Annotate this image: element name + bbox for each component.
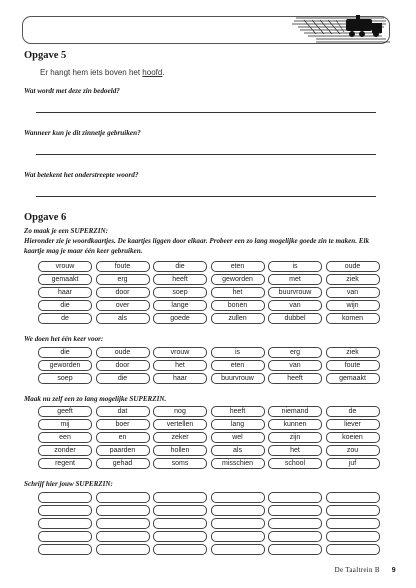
word-card[interactable]: door (96, 287, 150, 298)
blank-word-card[interactable] (96, 518, 150, 529)
word-card[interactable]: boer (96, 419, 150, 430)
word-card[interactable]: hollen (153, 445, 207, 456)
word-card[interactable]: van (268, 360, 322, 371)
word-card[interactable]: misschien (211, 458, 265, 469)
word-card-grid-1 (38, 261, 380, 324)
word-card[interactable]: ziek (326, 347, 380, 358)
example-label: We doen het één keer voor: (24, 335, 104, 343)
word-card[interactable]: foute (326, 360, 380, 371)
blank-word-card[interactable] (38, 531, 92, 542)
word-card[interactable]: nog (153, 406, 207, 417)
blank-word-card[interactable] (38, 492, 92, 503)
word-card[interactable]: zou (326, 445, 380, 456)
blank-word-card[interactable] (326, 531, 380, 542)
blank-word-card[interactable] (326, 505, 380, 516)
word-card[interactable]: gehad (96, 458, 150, 469)
word-card[interactable]: vrouw (38, 261, 92, 272)
exercise-5-heading: Opgave 5 (24, 50, 67, 61)
blank-word-card[interactable] (326, 544, 380, 555)
blank-card-grid (38, 492, 380, 555)
word-card[interactable]: buurvrouw (211, 373, 265, 384)
word-card[interactable]: haar (38, 287, 92, 298)
word-card[interactable]: eten (211, 261, 265, 272)
blank-word-card[interactable] (96, 492, 150, 503)
word-card[interactable]: vertellen (153, 419, 207, 430)
word-card[interactable]: het (268, 445, 322, 456)
word-card[interactable]: gemaakt (326, 373, 380, 384)
word-card[interactable]: niemand (268, 406, 322, 417)
word-card[interactable]: wel (211, 432, 265, 443)
word-card[interactable]: vrouw (153, 347, 207, 358)
word-card[interactable]: soep (153, 287, 207, 298)
underlined-word: hoofd (142, 68, 163, 77)
answer-line[interactable] (36, 196, 376, 197)
word-card[interactable]: haar (153, 373, 207, 384)
word-card[interactable]: zijn (268, 432, 322, 443)
blank-word-card[interactable] (326, 518, 380, 529)
word-card[interactable]: ziek (326, 274, 380, 285)
blank-word-card[interactable] (153, 518, 207, 529)
word-card[interactable]: het (153, 360, 207, 371)
blank-word-card[interactable] (38, 505, 92, 516)
blank-word-card[interactable] (211, 544, 265, 555)
word-card[interactable]: erg (268, 347, 322, 358)
word-card[interactable]: kunnen (268, 419, 322, 430)
book-title: De Taaltrein B (334, 566, 380, 574)
exercise-5-sentence: Er hangt hem iets boven het hoofd. (40, 68, 165, 77)
exercise-6-heading: Opgave 6 (24, 212, 67, 223)
word-card[interactable]: dubbel (268, 313, 322, 324)
word-card[interactable]: over (96, 300, 150, 311)
word-card[interactable]: bonen (211, 300, 265, 311)
word-card[interactable]: van (326, 287, 380, 298)
word-card[interactable]: goede (153, 313, 207, 324)
write-label: Schrijf hier jouw SUPERZIN: (24, 480, 113, 488)
word-card[interactable]: die (38, 347, 92, 358)
word-card[interactable]: heeft (211, 406, 265, 417)
word-card[interactable]: juf (326, 458, 380, 469)
blank-word-card[interactable] (96, 544, 150, 555)
page-footer (335, 566, 396, 574)
word-card[interactable]: door (96, 360, 150, 371)
blank-word-card[interactable] (268, 518, 322, 529)
word-card[interactable]: school (268, 458, 322, 469)
word-card[interactable]: eten (211, 360, 265, 371)
blank-word-card[interactable] (153, 544, 207, 555)
blank-word-card[interactable] (153, 531, 207, 542)
word-card[interactable]: koeien (326, 432, 380, 443)
blank-word-card[interactable] (268, 544, 322, 555)
word-card[interactable]: als (211, 445, 265, 456)
word-card[interactable]: die (38, 300, 92, 311)
word-card-grid-example (38, 347, 380, 384)
word-card[interactable]: heeft (268, 373, 322, 384)
word-card[interactable]: is (211, 347, 265, 358)
answer-line[interactable] (36, 112, 376, 113)
blank-word-card[interactable] (211, 505, 265, 516)
word-card[interactable]: de (326, 406, 380, 417)
word-card[interactable]: van (268, 300, 322, 311)
word-card[interactable]: komen (326, 313, 380, 324)
word-card[interactable]: lange (153, 300, 207, 311)
word-card[interactable]: en (96, 432, 150, 443)
word-card[interactable]: met (268, 274, 322, 285)
question-2: Wanneer kun je dit zinnetje gebruiken? (24, 129, 141, 137)
word-card[interactable]: wijn (326, 300, 380, 311)
word-card[interactable]: het (211, 287, 265, 298)
train-illustration (286, 12, 390, 46)
answer-line[interactable] (36, 154, 376, 155)
superzin-title: Zo maak je een SUPERZIN: (24, 227, 108, 235)
blank-word-card[interactable] (211, 492, 265, 503)
question-1: Wat wordt met deze zin bedoeld? (24, 87, 120, 95)
word-card[interactable]: geworden (38, 360, 92, 371)
page-number: 9 (391, 567, 396, 574)
word-card[interactable]: geworden (211, 274, 265, 285)
word-card[interactable]: soep (38, 373, 92, 384)
word-card[interactable]: als (96, 313, 150, 324)
word-card[interactable]: regent (38, 458, 92, 469)
word-card[interactable]: soms (153, 458, 207, 469)
blank-word-card[interactable] (268, 492, 322, 503)
blank-word-card[interactable] (268, 505, 322, 516)
word-card-grid-2 (38, 406, 380, 469)
blank-word-card[interactable] (326, 492, 380, 503)
make-superzin-label: Maak nu zelf een zo lang mogelijke SUPERZIN. (24, 395, 167, 403)
word-card[interactable]: zeker (153, 432, 207, 443)
blank-word-card[interactable] (153, 492, 207, 503)
word-card[interactable]: heeft (153, 274, 207, 285)
word-card[interactable]: liever (326, 419, 380, 430)
superzin-instructions: Hieronder zie je woordkaartjes. De kaartjes liggen door elkaar. Probeer een zo lang mogelijke goede zin te maken. Elk kaartje mag je maar één keer gebruiken. (24, 237, 370, 255)
word-card[interactable]: foute (96, 261, 150, 272)
blank-word-card[interactable] (38, 544, 92, 555)
blank-word-card[interactable] (96, 531, 150, 542)
word-card[interactable]: oude (326, 261, 380, 272)
word-card[interactable]: dat (96, 406, 150, 417)
word-card[interactable]: zonder (38, 445, 92, 456)
blank-word-card[interactable] (38, 518, 92, 529)
word-card[interactable]: is (268, 261, 322, 272)
blank-word-card[interactable] (211, 518, 265, 529)
word-card[interactable]: zullen (211, 313, 265, 324)
blank-word-card[interactable] (211, 531, 265, 542)
word-card[interactable]: lang (211, 419, 265, 430)
word-card[interactable]: oude (96, 347, 150, 358)
question-3: Wat betekent het onderstreepte woord? (24, 171, 139, 179)
word-card[interactable]: die (96, 373, 150, 384)
word-card[interactable]: een (38, 432, 92, 443)
word-card[interactable]: paarden (96, 445, 150, 456)
word-card[interactable]: erg (96, 274, 150, 285)
word-card[interactable]: gemaakt (38, 274, 92, 285)
word-card[interactable]: de (38, 313, 92, 324)
word-card[interactable]: die (153, 261, 207, 272)
word-card[interactable]: buurvrouw (268, 287, 322, 298)
word-card[interactable]: geeft (38, 406, 92, 417)
blank-word-card[interactable] (96, 505, 150, 516)
blank-word-card[interactable] (268, 531, 322, 542)
blank-word-card[interactable] (153, 505, 207, 516)
word-card[interactable]: mij (38, 419, 92, 430)
